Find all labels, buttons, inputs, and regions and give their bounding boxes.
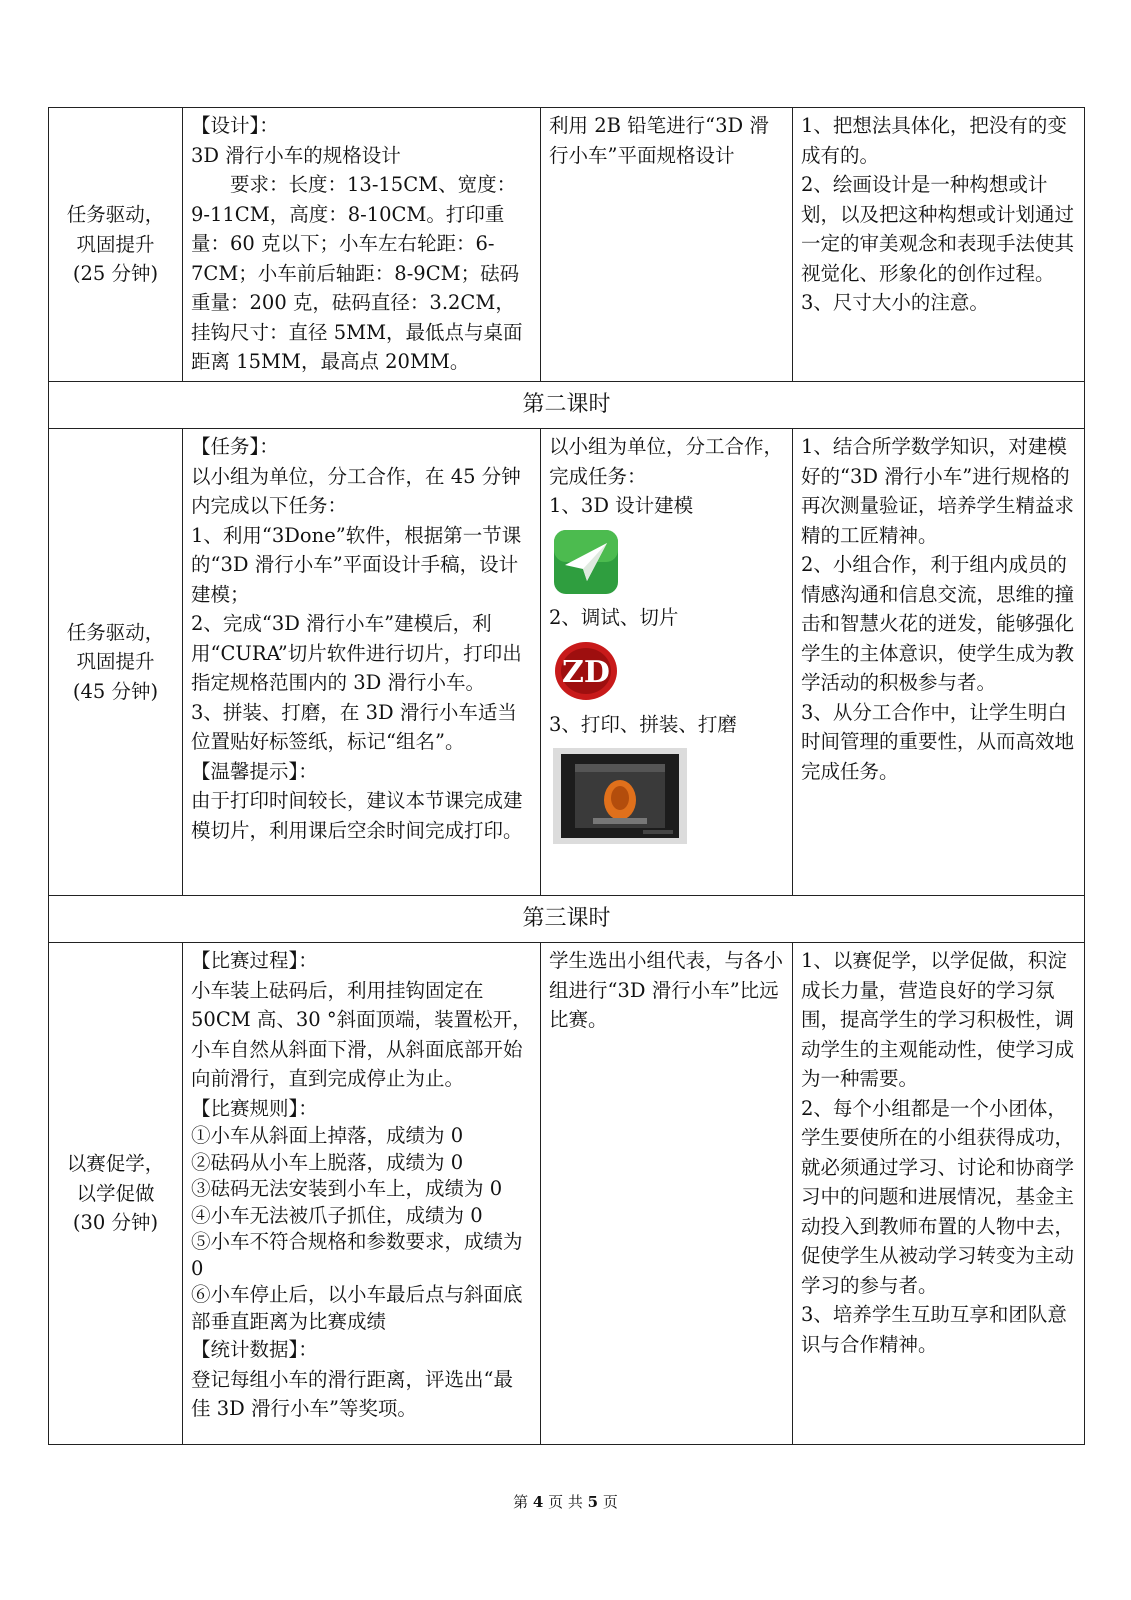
content-text: 小车装上砝码后，利用挂钩固定在 50CM 高、30 °斜面顶端，装置松开，小车自然从斜面下滑，从斜面底部开始向前滑行，直到完成停止为止。 [191,978,532,1090]
paper-plane-app-icon [553,529,619,595]
section-heading: 【温馨提示】： [191,759,318,783]
content-cell [183,429,541,896]
rule-item: ③砝码无法安装到小车上，成绩为 0 [191,1177,503,1200]
table-row [49,108,1085,382]
content-text: 以小组为单位，分工合作，在 45 分钟内完成以下任务： [191,464,521,517]
activity-step: 2、调试、切片 [549,605,679,629]
session-heading: 第三课时 [49,896,1085,943]
stage-label: 以学促做 [76,1181,155,1205]
stage-label: 任务驱动， [66,620,165,644]
intent-text: 3、尺寸大小的注意。 [801,291,989,314]
section-heading: 【统计数据】： [191,1338,318,1361]
intent-text: 3、培养学生互助互享和团队意识与合作精神。 [801,1303,1067,1356]
content-text: 2、完成“3D 滑行小车”建模后，利用“CURA”切片软件进行切片，打印出指定规格范围内的 3D 滑行小车。 [191,612,522,694]
footer-text: 页 [602,1493,618,1511]
stage-duration: (25 分钟) [72,262,159,286]
activity-cell [541,429,793,896]
activity-cell [541,108,793,382]
stage-label: 以赛促学， [66,1152,165,1176]
stage-duration: (45 分钟) [72,679,159,703]
rule-item: ⑥小车停止后，以小车最后点与斜面底部垂直距离为比赛成绩 [191,1283,523,1333]
activity-text: 利用 2B 铅笔进行“3D 滑行小车”平面规格设计 [549,114,769,167]
intent-text: 2、每个小组都是一个小团体，学生要使所在的小组获得成功，就必须通过学习、讨论和协商学习中的问题和进展情况，基金主动投入到教师布置的人物中去，促使学生从被动学习转变为主动学习的参与者。 [801,1096,1075,1297]
content-cell [183,943,541,1445]
session-heading: 第二课时 [49,382,1085,429]
content-text: 登记每组小车的滑行距离，评选出“最佳 3D 滑行小车”等奖项。 [191,1367,513,1420]
current-page-number: 4 [532,1493,544,1511]
stage-label: 任务驱动， [66,203,165,227]
intent-text: 1、把想法具体化，把没有的变成有的。 [801,114,1067,167]
intent-cell [793,108,1085,382]
activity-step: 3、打印、拼装、打磨 [549,713,737,736]
session-band-row [49,382,1085,429]
stage-label: 巩固提升 [76,232,155,256]
page-number-footer [0,1491,1131,1512]
rule-item: ①小车从斜面上掉落，成绩为 0 [191,1124,464,1147]
intent-cell [793,429,1085,896]
stage-label: 巩固提升 [76,650,155,674]
rule-item: ⑤小车不符合规格和参数要求，成绩为 0 [191,1230,523,1280]
intent-text: 2、小组合作，利于组内成员的情感沟通和信息交流，思维的撞击和智慧火花的迸发，能够强化学生的主体意识，使学生成为教学活动的积极参与者。 [801,553,1075,694]
lesson-plan-table [48,107,1085,1445]
intent-text: 1、以赛促学，以学促做，积淀成长力量，营造良好的学习氛围，提高学生的学习积极性，调动学生的主观能动性，使学习成为一种需要。 [801,949,1075,1090]
activity-text: 以小组为单位，分工合作，完成任务： [549,435,784,488]
stage-cell [49,943,183,1445]
activity-step: 1、3D 设计建模 [549,494,694,517]
section-heading: 【任务】： [191,435,279,458]
content-text: 1、利用“3Done”软件，根据第一节课的“3D 滑行小车”平面设计手稿，设计建模； [191,523,522,606]
content-text: 3D 滑行小车的规格设计 [191,143,401,167]
rule-item: ②砝码从小车上脱落，成绩为 0 [191,1150,464,1174]
zd-logo-icon [553,640,619,702]
intent-text: 1、结合所学数学知识，对建模好的“3D 滑行小车”进行规格的再次测量验证，培养学生精益求精的工匠精神。 [801,435,1075,547]
intent-text: 3、从分工合作中，让学生明白时间管理的重要性，从而高效地完成任务。 [801,700,1075,783]
zd-logo-text: ZD [562,655,610,690]
activity-cell [541,943,793,1445]
content-cell [183,108,541,382]
total-pages-number: 5 [587,1493,599,1511]
stage-cell [49,429,183,896]
table-row [49,943,1085,1445]
3d-printer-image [553,748,687,844]
rule-item: ④小车无法被爪子抓住，成绩为 0 [191,1203,483,1227]
intent-text: 2、绘画设计是一种构想或计划，以及把这种构想或计划通过一定的审美观念和表现手法使其视觉化、形象化的创作过程。 [801,173,1075,285]
section-heading: 【设计】： [191,114,279,137]
content-text: 由于打印时间较长，建议本节课完成建模切片，利用课后空余时间完成打印。 [191,789,523,842]
footer-text: 页 共 [548,1493,583,1511]
content-text: 3、拼装、打磨，在 3D 滑行小车适当位置贴好标签纸，标记“组名”。 [191,700,517,753]
intent-cell [793,943,1085,1445]
section-heading: 【比赛规则】： [191,1096,318,1120]
section-heading: 【比赛过程】： [191,949,318,972]
footer-text: 第 [513,1493,529,1511]
stage-cell [49,108,183,382]
session-band-row [49,896,1085,943]
activity-text: 学生选出小组代表，与各小组进行“3D 滑行小车”比远比赛。 [549,949,784,1031]
content-text: 要求：长度：13-15CM、宽度：9-11CM，高度：8-10CM。打印重量：60 克以下；小车左右轮距：6-7CM；小车前后轴距：8-9CM；砝码重量：200 克，砝码直径：3.2CM，挂钩尺寸：直径 5MM，最低点与桌面距离 15MM，最高点 20MM。 [191,173,523,373]
stage-duration: (30 分钟) [72,1211,159,1235]
table-row [49,429,1085,896]
